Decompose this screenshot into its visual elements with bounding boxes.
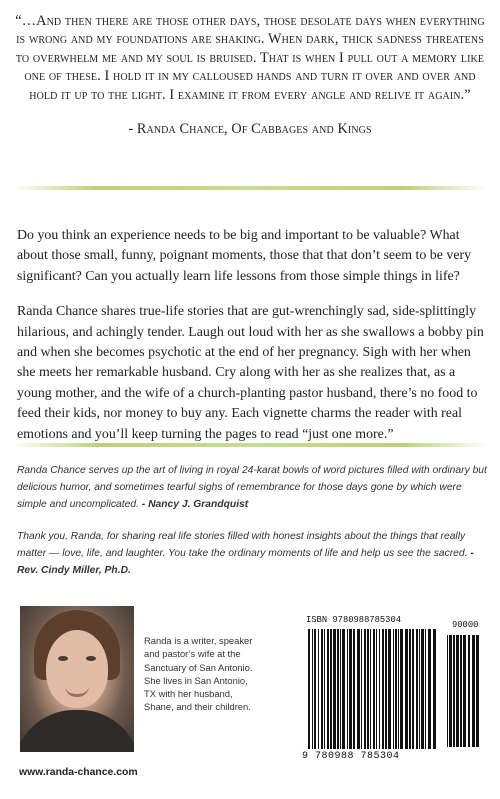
- bottom-divider: [12, 443, 488, 447]
- quote-attribution: - Randa Chance, Of Cabbages and Kings: [128, 121, 372, 138]
- addon-barcode: [447, 635, 481, 747]
- quote-text: “…And then there are those other days, those desolate days when everything is wrong and my foundations are shaking. When dark, thick sadness threatens to overwhelm me and my soul is bruised. That is when I pull out a memory like one of these. I hold it in my calloused hands and turn it over and over and hold it up to the light. I examine it from every angle and relive it again.”: [15, 13, 485, 103]
- isbn-label: ISBN 9780988785304: [306, 615, 402, 625]
- barcode-digits: 9 780988 785304: [302, 751, 400, 762]
- endorsement-1-text: Randa Chance serves up the art of living in royal 24-karat bowls of word pictures filled with ordinary but delicious humor, and sometimes tearful sighs of remembrance for those days gone by which were simple and uncomplicated.: [17, 465, 487, 510]
- author-photo: [20, 606, 134, 752]
- description-paragraph-2: Randa Chance shares true-life stories that are gut-wrenchingly sad, side-splittingly hilarious, and achingly tender. Laugh out loud with her as she swallows a bobby pin and when she becomes psychotic at the end of her pregnancy. Sigh with her when she meets her remarkable husband. Cry along with her as she realizes that, as a young mother, and the wife of a church-planting pastor husband, there’s no food to feed their kids, nor money to buy any. Each vignette charms the reader with real emotions and you’ll keep turning the pages to read “just one more.”: [17, 304, 484, 442]
- endorsement-2-author: - Rev. Cindy Miller, Ph.D.: [17, 548, 474, 576]
- endorsements: [17, 462, 487, 594]
- main-barcode: [308, 629, 440, 749]
- addon-number: 90000: [452, 620, 479, 630]
- isbn-barcode: [302, 613, 484, 765]
- description-paragraph-1: Do you think an experience needs to be big and important to be valuable? What about those small, funny, poignant moments, those that that don’t seem to be very significant? Can you actually learn life lessons from those simple things in life?: [17, 228, 472, 284]
- endorsement-1: [17, 462, 487, 513]
- top-divider: [12, 186, 488, 190]
- author-bio: Randa is a writer, speaker and pastor’s wife at the Sanctuary of San Antonio. She lives in San Antonio, TX with her husband, Shane, and their children.: [144, 635, 253, 713]
- epigraph-quote: [14, 12, 486, 138]
- endorsement-2: [17, 528, 487, 579]
- website-url: www.randa-chance.com: [19, 767, 138, 778]
- endorsement-1-author: - Nancy J. Grandquist: [141, 499, 249, 510]
- book-description: [17, 226, 487, 460]
- endorsement-2-text: Thank you, Randa, for sharing real life stories filled with honest insights about the things that really matter — love, life, and laughter. You take the ordinary moments of life and help us see the sacred.: [17, 531, 471, 559]
